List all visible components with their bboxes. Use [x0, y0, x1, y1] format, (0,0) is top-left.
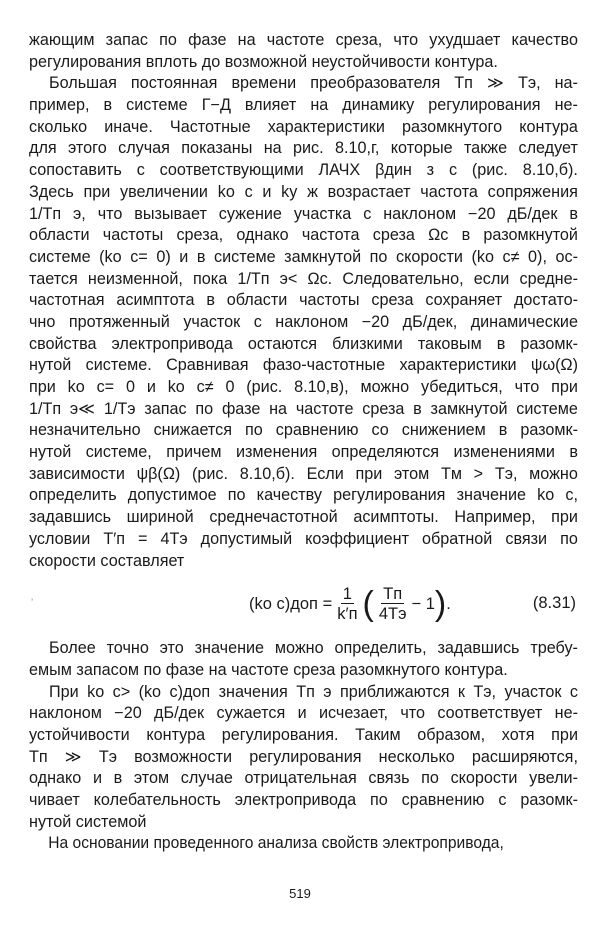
- text-block-after-equation: [29, 638, 578, 855]
- text-line: частотная асимптота в области частоты среза сохраняет достато-: [29, 291, 578, 310]
- text-line: нутой системе. Сравнивая фазо-частотные характеристики ψω(Ω): [29, 356, 578, 375]
- text-line: сопоставить с соответствующими ЛАЧХ βдин з с (рис. 8.10,б).: [29, 161, 578, 180]
- text-line: При kо с> (kо с)доп значения Tп э приближаются к Tэ, участок с: [49, 682, 578, 701]
- text-line: тается неизменной, пока 1/Tп э< Ωс. Следовательно, если средне-: [29, 269, 578, 288]
- text-line: нутой системе, причем изменения определяются изменениями в: [29, 443, 578, 462]
- text-line: Более точно это значение можно определить, задавшись требу-: [49, 639, 578, 658]
- scan-mark: ʼ: [31, 598, 34, 610]
- text-line: Tп ≫ Tэ возможности регулирования несколько расширяются,: [29, 747, 578, 766]
- equation-body: [249, 584, 451, 624]
- text-line: жающим запас по фазе на частоте среза, что ухудшает качество: [29, 31, 578, 49]
- text-line: Здесь при увеличении kо с и kу ж возрастает частота сопряжения: [29, 182, 578, 201]
- text-line: сколько иначе. Частотные характеристики разомкнутого контура: [29, 117, 578, 136]
- text-line: определить допустимое по качеству регулирования значение kо с,: [29, 486, 578, 505]
- fraction-coefficient: [335, 585, 359, 624]
- text-line: области частоты среза, однако частота среза Ωс в разомкнутой: [29, 226, 578, 245]
- text-line: чно протяженный участок с наклоном −20 дБ/дек, динамические: [29, 312, 578, 331]
- fraction-ratio: [377, 585, 409, 624]
- fraction-denominator: 4Tэ: [378, 604, 407, 623]
- text-line: задавшись шириной среднечастотной асимптоты. Например, при: [29, 508, 578, 527]
- text-line: скорости составляет: [29, 551, 185, 570]
- text-line: наклоном −20 дБ/дек сужается и исчезает, что соответствует не-: [29, 704, 578, 723]
- fraction-numerator: 1: [342, 584, 352, 603]
- left-paren: (: [362, 585, 374, 624]
- text-line: Большая постоянная времени преобразователя Tп ≫ Tэ, на-: [49, 74, 578, 93]
- text-block-before-equation: [29, 30, 578, 572]
- text-line: незначительно снижается по сравнению со снижением в разомк-: [29, 421, 578, 440]
- text-line: устойчивости контура регулирования. Таким образом, хотя при: [29, 725, 578, 744]
- text-line: однако и в этом случае отрицательная связь по скорости увели-: [29, 769, 578, 788]
- text-line: пример, в системе Г−Д влияет на динамику регулирования не-: [29, 96, 578, 115]
- equation-period: .: [446, 594, 451, 613]
- equation-tail: − 1: [411, 594, 435, 613]
- text-line: системе (kо с= 0) и в системе замкнутой по скорости (kо с≠ 0), ос-: [29, 247, 578, 266]
- text-line: при kо с= 0 и kо с≠ 0 (рис. 8.10,в), можно убедиться, что при: [29, 378, 578, 396]
- equation-lhs: (kо с)доп =: [249, 594, 333, 613]
- text-line: нутой системой: [29, 812, 147, 831]
- fraction-denominator: k′п: [337, 604, 358, 623]
- text-line: для этого случая показаны на рис. 8.10,г, которые также следует: [29, 139, 578, 158]
- text-line: зависимости ψβ(Ω) (рис. 8.10,б). Если при этом Tм > Tэ, можно: [29, 464, 578, 483]
- text-line: 1/Tп э, что вызывает сужение участка с наклоном −20 дБ/дек в: [29, 204, 578, 223]
- text-line: На основании проведенного анализа свойств электропривода,: [48, 834, 504, 853]
- equation-number: (8.31): [532, 594, 576, 613]
- text-line: чивает колебательность электропривода по сравнению с разомк-: [29, 791, 578, 809]
- page-body: [29, 30, 578, 855]
- fraction-numerator: Tп: [383, 584, 403, 603]
- text-line: свойства электропривода остаются близкими таковым в разомк-: [29, 334, 578, 353]
- text-line: регулирования вплоть до возможной неустойчивости контура.: [29, 52, 498, 71]
- text-line: емым запасом по фазе на частоте среза разомкнутого контура.: [29, 660, 508, 679]
- equation-8-31: [29, 572, 578, 638]
- page-number: 519: [289, 886, 311, 901]
- text-line: 1/Tп э≪ 1/Tэ запас по фазе на частоте среза в замкнутой системе: [29, 399, 578, 418]
- text-line: условии T′п = 4Tэ допустимый коэффициент обратной связи по: [29, 529, 578, 548]
- right-paren: ): [434, 585, 447, 624]
